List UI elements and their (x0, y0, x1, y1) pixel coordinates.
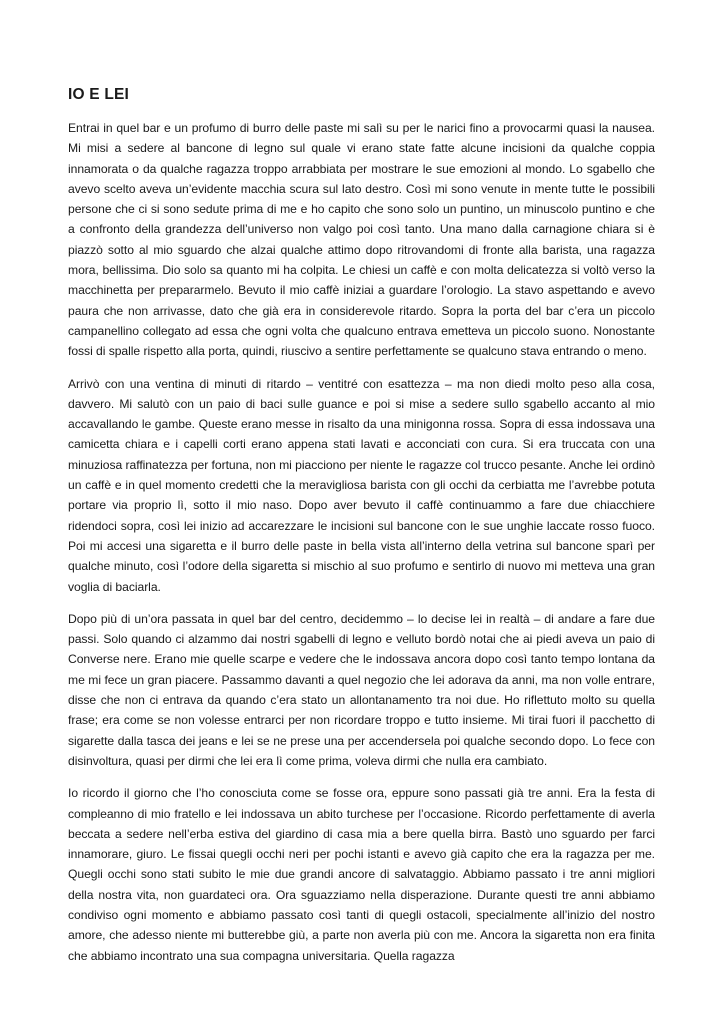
paragraph: Dopo più di un’ora passata in quel bar del centro, decidemmo – lo decise lei in realtà – di andare a fare due passi. Solo quando ci alzammo dai nostri sgabelli di legno e velluto bordò notai che ai piedi aveva un paio di Converse nere. Erano mie quelle scarpe e vedere che le indossava ancora dopo così tanto tempo lontana da me mi fece un gran piacere. Passammo davanti a quel negozio che lei adorava da anni, ma non volle entrare, disse che non ci entrava da quando c’era stato un allontanamento tra noi due. Ho riflettuto molto su quella frase; era come se non volesse entrarci per non ricordare troppo e tutto insieme. Mi tirai fuori il pacchetto di sigarette dalla tasca dei jeans e lei se ne prese una per accendersela poi qualche secondo dopo. Lo fece con disinvoltura, quasi per dirmi che lei era lì come prima, voleva dirmi che nulla era cambiato. (68, 611, 655, 768)
paragraph: Arrivò con una ventina di minuti di ritardo – ventitré con esattezza – ma non diedi molto peso alla cosa, davvero. Mi salutò con un paio di baci sulle guance e poi si mise a sedere sullo sgabello accanto al mio accavallando le gambe. Queste erano messe in risalto da una minigonna rossa. Sopra di essa indossava una camicetta chiara e i capelli corti erano appena stati lavati e acconciati con cura. Si era truccata con una minuziosa raffinatezza per fortuna, non mi piacciono per niente le ragazze col trucco pesante. Anche lei ordinò un caffè e in quel momento credetti che la meravigliosa barista con gli occhi da cerbiatta me l’avrebbe potuta portare via proprio lì, sotto il mio naso. Dopo aver bevuto il caffè continuammo a fare due chiacchiere ridendoci sopra, così lei inizio ad accarezzare le incisioni sul bancone con le sue unghie laccate rosso fuoco. Poi mi accesi una sigaretta e il burro delle paste in bella vista all’interno della vetrina sul bancone sparì per qualche minuto, così l’odore della sigaretta si mischio al suo profumo e sentirlo di nuovo mi metteva una gran voglia di baciarla. (68, 376, 655, 594)
paragraph: Io ricordo il giorno che l’ho conosciuta come se fosse ora, eppure sono passati già tre anni. Era la festa di compleanno di mio fratello e lei indossava un abito turchese per l’occasione. Ricordo perfettamente di averla beccata a sedere nell’erba estiva del giardino di casa mia a bere quella birra. Bastò uno sguardo per farci innamorare, giuro. Le fissai quegli occhi neri per pochi istanti e avevo già capito che era la ragazza per me. Quegli occhi sono stati subito le mie due grandi ancore di salvataggio. Abbiamo passato i tre anni migliori della nostra vita, non guardateci ora. Ora sguazziamo nella disperazione. Durante questi tre anni abbiamo condiviso ogni momento e abbiamo passato così tanti di quegli ostacoli, specialmente all’inizio del nostro amore, che adesso niente mi butterebbe giù, a parte non averla più con me. Ancora la sigaretta non era finita che abbiamo incontrato una sua compagna universitaria. Quella ragazza (68, 786, 655, 963)
paragraph: Entrai in quel bar e un profumo di burro delle paste mi salì su per le narici fino a provocarmi quasi la nausea. Mi misi a sedere al bancone di legno sul quale vi erano state fatte alcune incisioni da qualche coppia innamorata o da qualche ragazza troppo arrabbiata per mostrare le sue emozioni al mondo. Lo sgabello che avevo scelto aveva un’evidente macchia scura sul lato destro. Così mi sono venute in mente tutte le possibili persone che ci si sono sedute prima di me e ho capito che sono solo un puntino, un minuscolo puntino e che a confronto della grandezza dell’universo non valgo poi così tanto. Una mano dalla carnagione chiara si è piazzò sotto al mio sguardo che alzai qualche attimo dopo ritrovandomi di fronte alla barista, una ragazza mora, bellissima. Dio solo sa quanto mi ha colpita. Le chiesi un caffè e con molta delicatezza si voltò verso la macchinetta per prepararmelo. Bevuto il mio caffè iniziai a guardare l’orologio. La stavo aspettando e avevo paura che non arrivasse, dato che già era in considerevole ritardo. Sopra la porta del bar c’era un piccolo campanellino collegato ad essa che ogni volta che qualcuno entrava emetteva un piccolo suono. Nonostante fossi di spalle rispetto alla porta, quindi, riuscivo a sentire perfettamente se qualcuno stava entrando o meno. (68, 121, 655, 359)
document-page (68, 86, 655, 978)
document-title: IO E LEI (68, 86, 130, 103)
